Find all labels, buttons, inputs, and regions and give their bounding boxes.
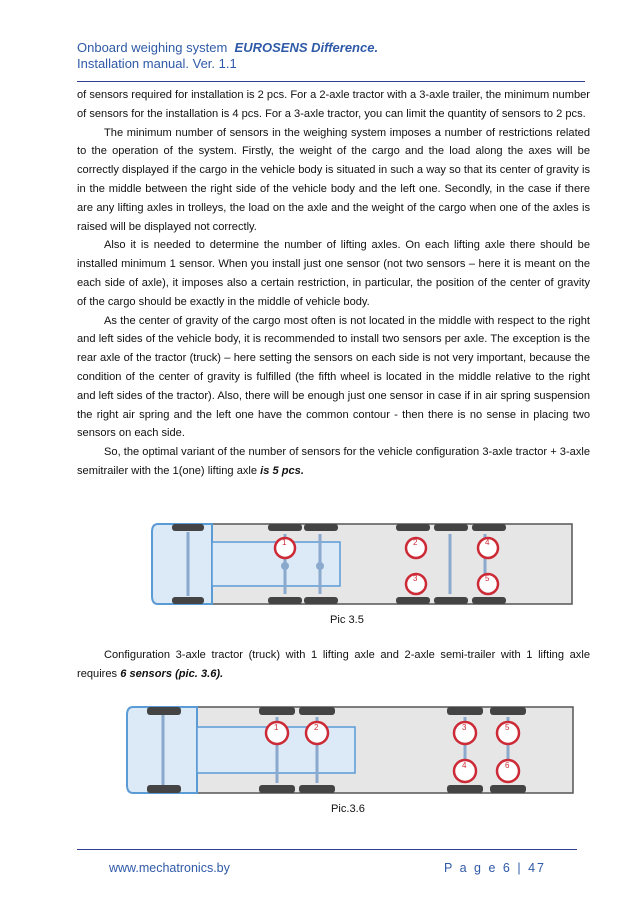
sensor-marker-6 — [497, 760, 519, 782]
figure-3-6-caption: Pic.3.6 — [331, 803, 365, 815]
page-label: P a g e — [444, 861, 498, 875]
body-text — [77, 86, 590, 481]
paragraph-6 — [77, 646, 590, 684]
sensor-marker-3 — [454, 722, 476, 744]
header-line-2: Installation manual. Ver. 1.1 — [77, 56, 237, 71]
page-header — [77, 40, 597, 72]
paragraph-2: The minimum number of sensors in the weighing system imposes a number of restrictions related to the operation of the system. Firstly, the weight of the cargo and the load along the axes will be correctly displayed if the cargo in the vehicle body is situated in such a way so that its center of gravity is in the middle between the right side of the vehicle body and the left one. Secondly, in the case if there are any lifting axles in trolleys, the load on the axle and the weight of the cargo when one of the axles is raised will be displayed not correctly. — [77, 126, 590, 233]
sensor-marker-4 — [478, 538, 498, 558]
svg-text:3: 3 — [462, 723, 467, 732]
footer-divider — [77, 849, 577, 850]
svg-text:2: 2 — [314, 723, 319, 732]
body-text-2 — [77, 646, 590, 684]
header-product-name: EUROSENS Difference. — [234, 40, 379, 55]
figure-3-6-diagram — [125, 703, 577, 799]
figure-3-5-diagram — [150, 520, 576, 610]
paragraph-4: As the center of gravity of the cargo most often is not located in the middle with respect to the right and left sides of the vehicle body, it is recommended to install two sensors per axle. The exception is the rear axle of the tractor (truck) – here setting the sensors on each side is not very important, because the condition of the center of gravity is fulfilled (the fifth wheel is located in the middle relative to the right and left sides of the tractor). Also, there will be enough just one sensor in case if in air spring suspension the right air spring and the left one have the common contour - then there is no sense in placing two sensors on each side. — [77, 314, 590, 440]
page-separator: | — [517, 861, 523, 875]
sensor-marker-1 — [275, 538, 295, 558]
sensor-marker-3 — [406, 574, 426, 594]
paragraph-6-emphasis: 6 sensors (pic. 3.6). — [120, 667, 224, 680]
paragraph-5-emphasis: is 5 pcs. — [260, 464, 304, 477]
paragraph-1: of sensors required for installation is 2 pcs. For a 2-axle tractor with a 3-axle trailer, the minimum number of sensors for the installation is 4 pcs. For a 3-axle tractor, you can limit the quantity of sensors to 2 pcs. — [77, 89, 590, 120]
svg-text:1: 1 — [282, 538, 287, 547]
svg-text:6: 6 — [505, 761, 510, 770]
paragraph-5 — [77, 443, 590, 481]
sensor-marker-2 — [406, 538, 426, 558]
footer-page-number — [444, 861, 546, 875]
sensor-marker-2 — [306, 722, 328, 744]
current-page: 6 — [502, 861, 512, 875]
svg-text:2: 2 — [413, 538, 418, 547]
paragraph-5-text: So, the optimal variant of the number of sensors for the vehicle configuration 3-axle tractor + 3-axle semitrailer with the 1(one) lifting axle — [77, 446, 590, 477]
sensor-marker-4 — [454, 760, 476, 782]
figure-3-5-caption: Pic 3.5 — [330, 614, 364, 626]
svg-text:1: 1 — [274, 723, 279, 732]
paragraph-3: Also it is needed to determine the number of lifting axles. On each lifting axle there should be installed minimum 1 sensor. When you install just one sensor (not two sensors – here it is meant on the each side of axle), it imposes also a certain restriction, in particular, the position of the center of gravity of the cargo should be exactly in the middle of vehicle body. — [77, 239, 590, 308]
svg-text:4: 4 — [485, 538, 490, 547]
total-pages: 47 — [528, 861, 546, 875]
footer-website-link[interactable]: www.mechatronics.by — [109, 861, 230, 875]
paragraph-6-text: Configuration 3-axle tractor (truck) with 1 lifting axle and 2-axle semi-trailer with 1 lifting axle requires — [77, 649, 590, 680]
svg-text:4: 4 — [462, 761, 467, 770]
sensor-marker-5 — [497, 722, 519, 744]
sensor-marker-1 — [266, 722, 288, 744]
svg-text:5: 5 — [505, 723, 510, 732]
header-line-1 — [77, 40, 597, 56]
header-divider — [77, 81, 585, 82]
sensor-marker-5 — [478, 574, 498, 594]
svg-text:3: 3 — [413, 574, 418, 583]
header-system-name: Onboard weighing system — [77, 40, 228, 55]
svg-text:5: 5 — [485, 574, 490, 583]
